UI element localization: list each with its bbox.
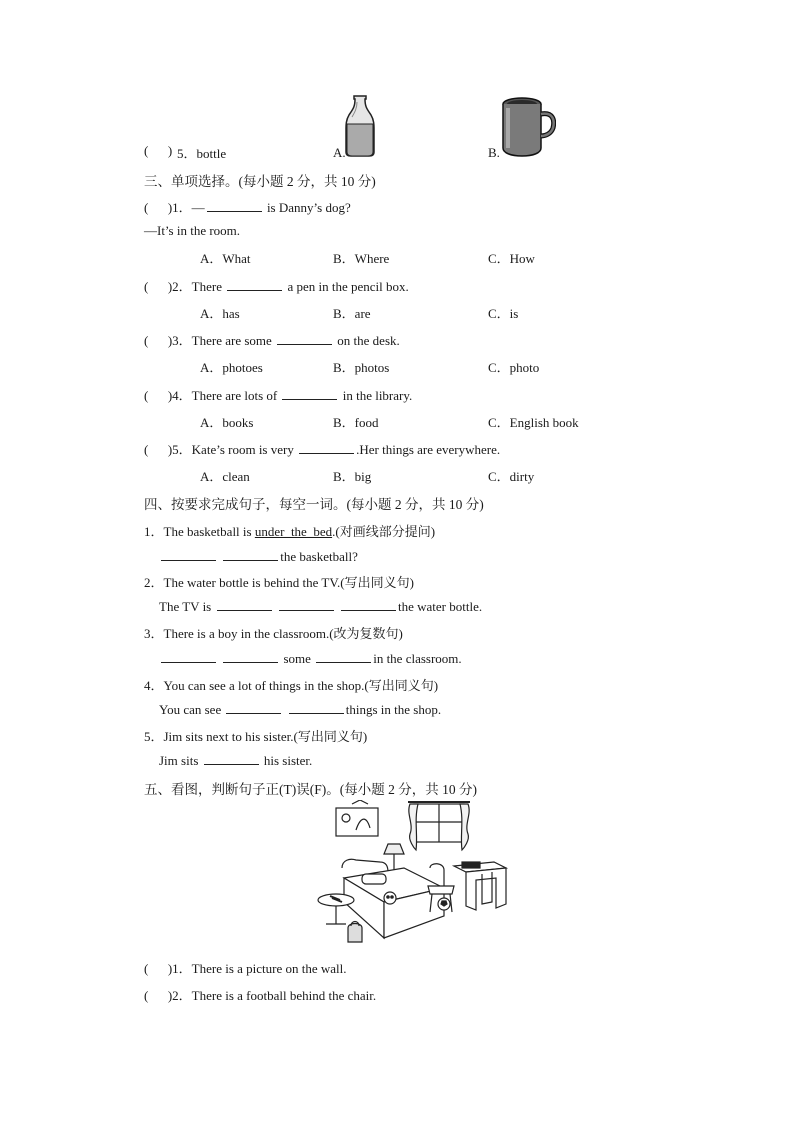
fill-blank[interactable] — [161, 548, 216, 561]
answer-4-1: the basketball? — [159, 548, 358, 565]
sentence-4-2: 2．The water bottle is behind the TV.(写出同义句) — [144, 575, 414, 590]
fill-blank[interactable] — [207, 199, 262, 212]
fill-blank[interactable] — [223, 650, 278, 663]
option-b[interactable]: B．big — [333, 469, 372, 484]
question-3-1: ( )1．— is Danny’s dog? — [144, 200, 351, 215]
fill-blank[interactable] — [282, 387, 337, 400]
option-a[interactable]: A．clean — [200, 469, 250, 484]
fill-blank[interactable] — [289, 701, 344, 714]
sentence-4-4: 4．You can see a lot of things in the shop.(写出同义句) — [144, 678, 439, 693]
bottle-icon — [343, 94, 377, 158]
dialog-answer-line: —It’s in the room. — [144, 223, 241, 238]
mug-icon — [500, 96, 556, 158]
option-a-label[interactable]: A. — [333, 145, 346, 160]
section-5-title: 五、看图，判断句子正(T)误(F)。(每小题 2 分，共 10 分) — [144, 782, 477, 797]
answer-paren[interactable]: ( — [144, 988, 168, 1003]
option-b[interactable]: B．are — [333, 306, 371, 321]
fill-blank[interactable] — [223, 548, 278, 561]
option-a[interactable]: A．What — [200, 251, 251, 266]
judge-question-1: ( )1．There is a picture on the wall. — [144, 961, 347, 976]
section-3-title: 三、单项选择。(每小题 2 分，共 10 分) — [144, 174, 376, 189]
sentence-4-3: 3．There is a boy in the classroom.(改为复数句) — [144, 626, 403, 641]
question-3-3: ( )3．There are some on the desk. — [144, 333, 400, 348]
answer-paren[interactable]: ( — [144, 279, 168, 294]
answer-paren[interactable]: ( — [144, 200, 168, 215]
option-b[interactable]: B．food — [333, 415, 379, 430]
option-c[interactable]: C．How — [488, 251, 535, 266]
option-c[interactable]: C．English book — [488, 415, 579, 430]
bedroom-illustration — [312, 800, 512, 950]
sentence-4-1: 1．The basketball is under_the_bed.(对画线部分提问) — [144, 524, 436, 539]
option-b[interactable]: B．photos — [333, 360, 390, 375]
fill-blank[interactable] — [227, 278, 282, 291]
answer-paren[interactable]: ( — [144, 388, 168, 403]
fill-blank[interactable] — [316, 650, 371, 663]
underlined-phrase: under_the_bed — [254, 524, 333, 539]
fill-blank[interactable] — [217, 598, 272, 611]
answer-4-2: The TV is the water bottle. — [159, 599, 483, 614]
option-a[interactable]: A．books — [200, 415, 254, 430]
question-3-4: ( )4．There are lots of in the library. — [144, 388, 413, 403]
answer-4-4: You can see things in the shop. — [159, 702, 442, 717]
answer-4-3: some in the classroom. — [159, 650, 462, 667]
option-c[interactable]: C．is — [488, 306, 519, 321]
option-c[interactable]: C．dirty — [488, 469, 535, 484]
answer-paren[interactable]: ( — [144, 442, 168, 457]
answer-4-5: Jim sits his sister. — [159, 753, 313, 768]
option-a[interactable]: A．has — [200, 306, 240, 321]
fill-blank[interactable] — [279, 598, 334, 611]
fill-blank[interactable] — [161, 650, 216, 663]
option-c[interactable]: C．photo — [488, 360, 540, 375]
question-3-2: ( )2．There a pen in the pencil box. — [144, 279, 409, 294]
fill-blank[interactable] — [341, 598, 396, 611]
fill-blank[interactable] — [277, 332, 332, 345]
fill-blank[interactable] — [299, 441, 354, 454]
item-label: 5．bottle — [177, 146, 227, 161]
question-3-5: ( )5．Kate’s room is very .Her things are everywhere. — [144, 442, 501, 457]
answer-paren[interactable]: ( — [144, 333, 168, 348]
sentence-4-5: 5．Jim sits next to his sister.(写出同义句) — [144, 729, 368, 744]
judge-question-2: ( )2．There is a football behind the chair. — [144, 988, 377, 1003]
answer-paren[interactable]: ( — [144, 961, 168, 976]
fill-blank[interactable] — [204, 752, 259, 765]
option-a[interactable]: A．photoes — [200, 360, 263, 375]
fill-blank[interactable] — [226, 701, 281, 714]
option-b-label[interactable]: B. — [488, 145, 500, 160]
answer-paren[interactable]: ( ) — [144, 143, 173, 158]
section-4-title: 四、按要求完成句子，每空一词。(每小题 2 分，共 10 分) — [144, 497, 484, 512]
option-b[interactable]: B．Where — [333, 251, 390, 266]
